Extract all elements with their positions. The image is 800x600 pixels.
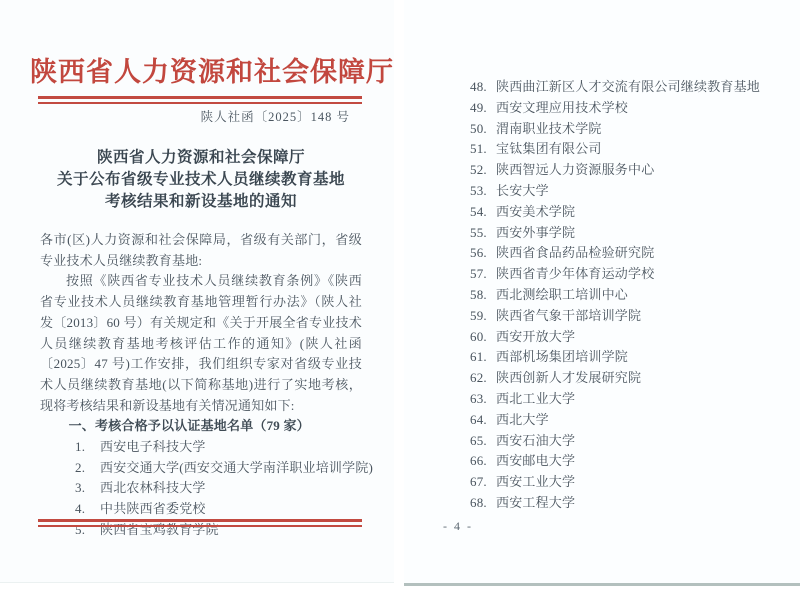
list-item [40,499,362,520]
list-item-number: 50. [470,120,487,136]
list-item-name: 西安工程大学 [496,494,576,510]
letterhead-title: 陕西省人力资源和社会保障厅 [30,57,394,87]
list-item [470,119,790,140]
list-item [470,327,790,348]
list-item-number: 62. [470,370,487,386]
list-item [470,389,790,410]
list-item-number: 65. [470,432,487,448]
list-item-name: 西北工业大学 [496,390,576,406]
list-item [470,98,790,119]
list-item-number: 57. [470,266,487,282]
list-item-name: 西北测绘职工培训中心 [496,286,629,302]
footer-divider [38,519,362,527]
list-item-number: 49. [470,99,487,115]
list-item-name: 陕西创新人才发展研究院 [496,370,642,386]
list-item [470,160,790,181]
list-item [470,264,790,285]
list-item [470,493,790,514]
list-item [470,368,790,389]
list-item-name: 渭南职业技术学院 [496,120,602,136]
list-item-number: 64. [470,411,487,427]
list-item-name: 宝钛集团有限公司 [496,141,602,157]
list-item [470,306,790,327]
list-item-number: 5. [75,521,86,537]
list-item [470,181,790,202]
list-item [40,458,374,479]
list-item-number: 58. [470,286,487,302]
list-item-name: 西部机场集团培训学院 [496,349,629,365]
list-item-name: 西安开放大学 [496,328,576,344]
list-item-number: 4. [75,501,86,517]
document-number: 陕人社函〔2025〕148 号 [200,110,350,124]
list-item [470,285,790,306]
list-item-number: 2. [75,459,86,475]
list-item [40,478,362,499]
document-title-line-3: 考核结果和新设基地的通知 [104,193,297,210]
list-item [470,472,790,493]
list-item [470,223,790,244]
list-item-number: 60. [470,328,487,344]
list-item [470,202,790,223]
list-item-name: 西北大学 [496,411,549,427]
page-left [0,0,394,583]
list-item [470,139,790,160]
page-number: - 4 - [443,519,473,533]
document-body [40,230,374,541]
list-item-name: 中共陕西省委党校 [100,501,206,517]
list-item-number: 68. [470,494,487,510]
list-item-number: 48. [470,79,487,94]
list-item-number: 51. [470,141,487,157]
document-title-line-1: 陕西省人力资源和社会保障厅 [96,149,305,166]
list-item-number: 56. [470,245,487,261]
list-item-name: 西安交通大学(西安交通大学南洋职业培训学院) [100,459,374,475]
list-item-name: 陕西省宝鸡教育学院 [100,521,219,537]
list-item-name: 陕西曲江新区人才交流有限公司继续教育基地 [496,79,761,94]
document-title-line-2: 关于公布省级专业技术人员继续教育基地 [56,171,345,188]
list-item-number: 54. [470,203,487,219]
list-item-name: 陕西省食品药品检验研究院 [496,245,655,261]
list-item-name: 陕西智远人力资源服务中心 [496,162,655,178]
body-paragraph: 按照《陕西省专业技术人员继续教育条例》《陕西省专业技术人员继续教育基地管理暂行办法》（陕人社发〔2013〕60 号）有关规定和《关于开展全省专业技术人员继续教育基地考核评估工作的通知》(陕人社函〔2025〕47 号)工作安排，我们组织专家对省级专业技术人员继续教育基地(以下简称基地)进行了实地考核，现将考核结果和新设基地有关情况通知如下: [40,273,362,413]
list-item [470,451,790,472]
list-item-number: 53. [470,182,487,198]
list-item-name: 西北农林科技大学 [100,480,206,496]
list-item-number: 55. [470,224,487,240]
list-item [40,437,362,458]
list-item-name: 西安电子科技大学 [100,439,206,455]
list-item-name: 西安石油大学 [496,432,576,448]
list-item-number: 1. [75,439,86,455]
list-item [470,347,790,368]
list-item-name: 西安工业大学 [496,474,576,490]
list-item-name: 陕西省气象干部培训学院 [496,307,642,323]
list-item-name: 西安外事学院 [496,224,576,240]
page-right [404,0,800,586]
list-item [470,410,790,431]
list-item-name: 陕西省青少年体育运动学校 [496,266,655,282]
list-item-name: 西安美术学院 [496,203,576,219]
list-item [470,77,790,98]
list-item [470,243,790,264]
section-heading: 一、考核合格予以认证基地名单（79 家） [68,418,310,434]
list-item-number: 63. [470,390,487,406]
list-item-number: 3. [75,480,86,496]
list-item-number: 66. [470,453,487,469]
list-item-number: 52. [470,162,487,178]
salutation: 各市(区)人力资源和社会保障局，省级有关部门，省级专业技术人员继续教育基地: [40,232,362,268]
list-item [470,431,790,452]
list-item-name: 西安邮电大学 [496,453,576,469]
list-item-number: 67. [470,474,487,490]
letterhead-divider [38,96,362,104]
list-item-number: 61. [470,349,487,365]
certified-base-list-continued [470,77,790,514]
list-item-name: 西安文理应用技术学校 [496,99,629,115]
document-title [36,147,366,213]
list-item-number: 59. [470,307,487,323]
list-item-name: 长安大学 [496,182,549,198]
